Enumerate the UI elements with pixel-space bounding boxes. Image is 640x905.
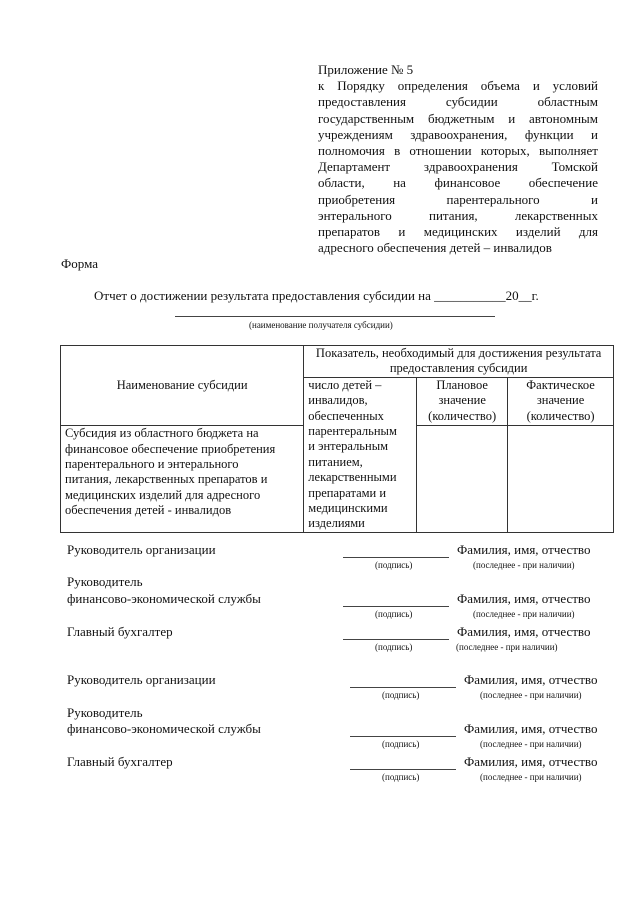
- planned-value-cell[interactable]: [417, 426, 508, 533]
- indicator-line: питанием,: [308, 454, 363, 469]
- appendix-line: энтерального питания, лекарственных: [318, 207, 598, 223]
- header-actual: [508, 377, 614, 425]
- actual-line: значение: [536, 393, 585, 408]
- signature-caption: (подпись): [382, 690, 420, 700]
- signature-line[interactable]: [343, 606, 449, 607]
- appendix-line: адресного обеспечения детей – инвалидов: [318, 240, 552, 256]
- header-planned: [417, 377, 508, 425]
- subsidy-line: медицинских изделий для адресного: [65, 487, 261, 502]
- fio-caption: (последнее - при наличии): [456, 642, 558, 652]
- indicator-line: лекарственными: [308, 470, 397, 485]
- signature-line[interactable]: [350, 736, 456, 737]
- signature-caption: (подпись): [375, 609, 413, 619]
- subsidy-line: Субсидия из областного бюджета на: [65, 426, 259, 441]
- appendix-line: препаратов и медицинских изделий для: [318, 223, 598, 239]
- head-label: Руководитель организации: [67, 542, 216, 557]
- signature-line[interactable]: [343, 639, 449, 640]
- fio-label: Фамилия, имя, отчество: [464, 721, 598, 736]
- signature-caption: (подпись): [382, 772, 420, 782]
- subsidy-line: финансовое обеспечение приобретения: [65, 441, 276, 456]
- appendix-line: Департамент здравоохранения Томской: [318, 159, 598, 175]
- appendix-line: предоставления субсидии областным: [318, 94, 598, 110]
- indicator-line: препаратами и: [308, 485, 387, 500]
- indicator-line: и энтеральным: [308, 439, 389, 454]
- indicator-line: изделиями: [308, 516, 365, 531]
- planned-line: значение: [438, 393, 486, 408]
- fio-caption: (последнее - при наличии): [473, 609, 575, 619]
- indicator-line: число детей –: [308, 377, 382, 392]
- indicator-line: инвалидов,: [308, 393, 368, 408]
- actual-line: Фактическое: [526, 377, 595, 392]
- fio-caption: (последнее - при наличии): [473, 560, 575, 570]
- actual-value-cell[interactable]: [508, 426, 614, 533]
- chief-accountant-label: Главный бухгалтер: [67, 754, 173, 769]
- fio-caption: (последнее - при наличии): [480, 772, 582, 782]
- signature-line[interactable]: [350, 769, 456, 770]
- chief-accountant-label: Главный бухгалтер: [67, 624, 173, 639]
- signature-line[interactable]: [350, 687, 456, 688]
- subsidy-table: [60, 345, 614, 533]
- form-label: Форма: [61, 256, 98, 271]
- signature-line[interactable]: [343, 557, 449, 558]
- fio-label: Фамилия, имя, отчество: [464, 754, 598, 769]
- appendix-line: учреждениям здравоохранения, функции и: [318, 126, 598, 142]
- signature-caption: (подпись): [375, 642, 413, 652]
- appendix-line: области, на финансовое обеспечение: [318, 175, 598, 191]
- indicator-line: парентеральным: [308, 424, 397, 439]
- fio-caption: (последнее - при наличии): [480, 690, 582, 700]
- subsidy-line: обеспечения детей - инвалидов: [65, 503, 232, 518]
- fin-head-label-2: финансово-экономической службы: [67, 591, 261, 606]
- appendix-line: к Порядку определения объема и условий: [318, 78, 598, 94]
- indicator-line: медицинскими: [308, 501, 388, 516]
- planned-line: (количество): [428, 408, 497, 423]
- appendix-number: Приложение № 5: [318, 62, 414, 77]
- appendix-header: [318, 62, 598, 256]
- actual-line: (количество): [526, 408, 595, 423]
- fio-label: Фамилия, имя, отчество: [457, 591, 591, 606]
- subsidy-line: парентерального и энтерального: [65, 457, 239, 472]
- appendix-line: государственным бюджетным и автономным: [318, 110, 598, 126]
- head-label: Руководитель организации: [67, 672, 216, 687]
- planned-line: Плановое: [436, 377, 488, 392]
- header-indicator: Показатель, необходимый для достижения результата предоставления субсидии: [304, 346, 614, 378]
- fio-label: Фамилия, имя, отчество: [464, 672, 598, 687]
- report-title: Отчет о достижении результата предоставления субсидии на ___________20__г.: [94, 288, 539, 303]
- appendix-line: полномочия в отношении которых, выполняет: [318, 142, 598, 158]
- indicator-cell: [304, 377, 417, 532]
- fio-label: Фамилия, имя, отчество: [457, 624, 591, 639]
- appendix-line: приобретения парентерального и: [318, 191, 598, 207]
- header-subsidy-name: Наименование субсидии: [61, 346, 304, 426]
- recipient-name-line: [175, 316, 495, 317]
- signature-caption: (подпись): [375, 560, 413, 570]
- subsidy-line: питания, лекарственных препаратов и: [65, 472, 268, 487]
- fin-head-label-2: финансово-экономической службы: [67, 721, 261, 736]
- fio-label: Фамилия, имя, отчество: [457, 542, 591, 557]
- fio-caption: (последнее - при наличии): [480, 739, 582, 749]
- fin-head-label: Руководитель: [67, 574, 143, 589]
- subsidy-name-cell: [61, 426, 304, 533]
- recipient-caption: (наименование получателя субсидии): [249, 320, 393, 330]
- indicator-line: обеспеченных: [308, 408, 384, 423]
- fin-head-label: Руководитель: [67, 705, 143, 720]
- signature-caption: (подпись): [382, 739, 420, 749]
